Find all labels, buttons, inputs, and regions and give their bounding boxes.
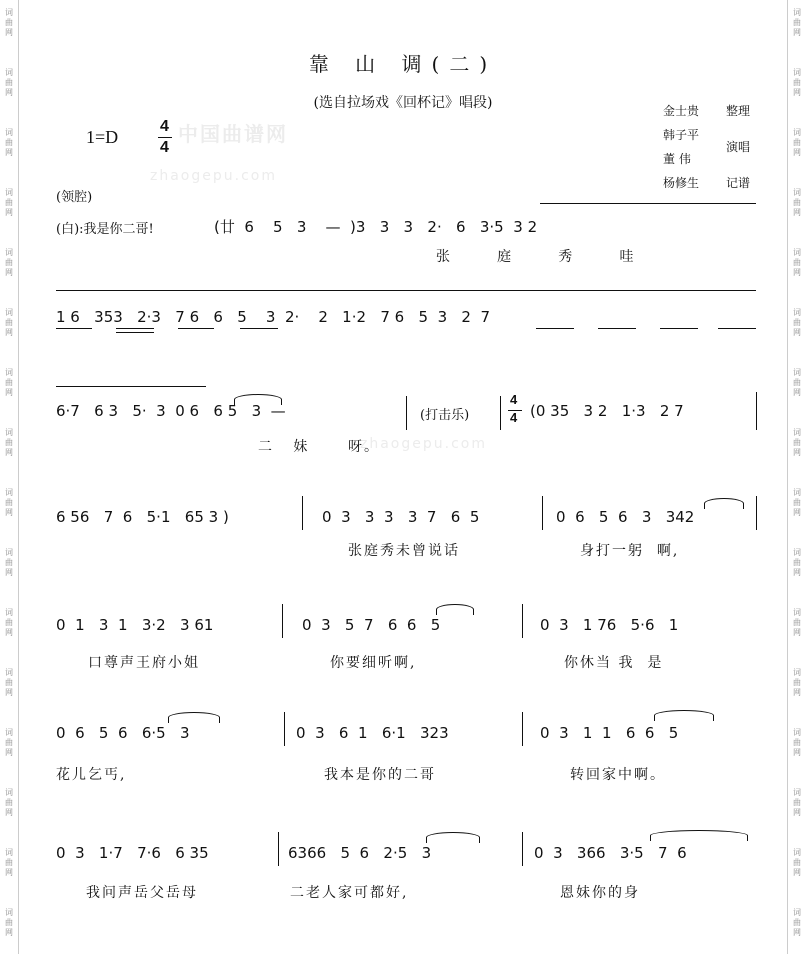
bar-line [302, 496, 303, 530]
side-watermark-glyphs: 词 曲 网 [793, 548, 801, 577]
slur [234, 394, 282, 405]
notation-line-6b: 0 3 6 1 6·1 323 [296, 724, 449, 742]
lyrics-line-6c: 转回家中啊。 [570, 767, 666, 783]
side-watermark-glyphs: 词 曲 网 [793, 128, 801, 157]
side-watermark-glyphs: 词 曲 网 [793, 728, 801, 757]
side-watermark-glyphs: 词 曲 网 [5, 248, 13, 277]
side-watermark-glyphs: 词 曲 网 [793, 608, 801, 637]
side-watermark-glyphs: 词 曲 网 [5, 908, 13, 937]
notation-line-4c: 0 6 5 6 3 342 [556, 508, 695, 526]
lyrics-line-7c: 恩妹你的身 [560, 885, 640, 901]
side-watermark-glyphs: 词 曲 网 [793, 428, 801, 457]
bar-line [542, 496, 543, 530]
side-watermark-glyphs: 词 曲 网 [5, 548, 13, 577]
beam [116, 332, 154, 333]
song-subtitle: (选自拉场戏《回杯记》唱段) [313, 95, 493, 111]
side-watermark-glyphs: 词 曲 网 [793, 68, 801, 97]
time-signature-top: 4 [160, 118, 169, 135]
transcriber-name: 杨修生 [663, 176, 700, 190]
bar-line [756, 392, 757, 430]
phrase-line [56, 386, 206, 387]
brand-watermark: 中国曲谱网 [178, 122, 288, 146]
side-watermark-glyphs: 词 曲 网 [793, 248, 801, 277]
side-watermark-glyphs: 词 曲 网 [793, 908, 801, 937]
beam [116, 328, 154, 329]
bar-line [522, 712, 523, 746]
side-watermark-glyphs: 词 曲 网 [5, 488, 13, 517]
notation-line-5: 0 1 3 1 3·2 3 61 [56, 616, 214, 634]
singers-role: 演唱 [726, 140, 751, 154]
notation-line-7b: 6366 5 6 2·5 3 [288, 844, 432, 862]
spoken-line: (白):我是你二哥! [56, 222, 154, 237]
phrase-line [540, 203, 756, 204]
song-title: 靠 山 调(二) [308, 52, 498, 76]
beam [178, 328, 214, 329]
lyrics-line-3: 二 妹 呀。 [258, 439, 381, 455]
bar-line [522, 832, 523, 866]
intro-marking: (领腔) [56, 190, 93, 205]
side-watermark-glyphs: 词 曲 网 [5, 428, 13, 457]
transcriber-role: 记谱 [726, 176, 751, 190]
side-watermark-glyphs: 词 曲 网 [793, 8, 801, 37]
notation-line-2: 1 6 353 2·3 7 6 6 5 3 2· 2 1·2 7 6 5 3 2 7 [56, 308, 491, 326]
beam [240, 328, 278, 329]
notation-line-7: 0 3 1·7 7·6 6 35 [56, 844, 209, 862]
time-change-bottom: 4 [510, 410, 518, 425]
time-change-top: 4 [510, 392, 518, 407]
bar-line [282, 604, 283, 638]
bar-line [406, 396, 407, 430]
time-signature-bottom: 4 [160, 139, 169, 156]
lyrics-line-5b: 你要细听啊, [330, 655, 417, 671]
slur [654, 710, 714, 721]
lyrics-line-4b: 张庭秀未曾说话 [348, 543, 460, 559]
side-watermark-glyphs: 词 曲 网 [793, 848, 801, 877]
side-watermark-glyphs: 词 曲 网 [5, 68, 13, 97]
notation-line-3: 6·7 6 3 5· 3 0 6 6 5 3 — [56, 402, 286, 420]
lyrics-line-6: 花儿乞丐, [56, 767, 127, 783]
side-watermark-glyphs: 词 曲 网 [5, 848, 13, 877]
slur [436, 604, 474, 615]
brand-watermark-url-2: zhaogepu.com [360, 436, 487, 452]
bar-line [500, 396, 501, 430]
bar-line [278, 832, 279, 866]
singer-2: 董 伟 [663, 152, 691, 166]
slur [168, 712, 220, 723]
notation-line-7c: 0 3 366 3·5 7 6 [534, 844, 687, 862]
side-watermark-glyphs: 词 曲 网 [5, 308, 13, 337]
beam [56, 328, 92, 329]
side-watermark-glyphs: 词 曲 网 [793, 368, 801, 397]
bar-line [284, 712, 285, 746]
beam [660, 328, 698, 329]
slur [426, 832, 480, 843]
bar-line [756, 496, 757, 530]
arranger-name: 金士贵 [663, 104, 700, 118]
notation-line-5c: 0 3 1 76 5·6 1 [540, 616, 679, 634]
notation-line-6c: 0 3 1 1 6 6 5 [540, 724, 679, 742]
side-watermark-glyphs: 词 曲 网 [793, 788, 801, 817]
lyrics-line-7: 我问声岳父岳母 [86, 885, 198, 901]
beam [598, 328, 636, 329]
side-watermark-glyphs: 词 曲 网 [5, 788, 13, 817]
beam [536, 328, 574, 329]
beam [718, 328, 756, 329]
lyrics-line-7b: 二老人家可都好, [290, 885, 409, 901]
notation-line-3b: (0 35 3 2 1·3 2 7 [530, 402, 684, 420]
side-watermark-glyphs: 词 曲 网 [5, 608, 13, 637]
slur [650, 830, 748, 841]
arranger-role: 整理 [726, 104, 751, 118]
lyrics-line-1: 张 庭 秀 哇 [436, 249, 636, 265]
interlude-marking: (打击乐) [420, 408, 470, 423]
notation-line-4: 6 56 7 6 5·1 65 3 ) [56, 508, 229, 526]
key-signature: 1=D [86, 127, 119, 147]
side-watermark-glyphs: 词 曲 网 [5, 188, 13, 217]
lyrics-line-4c: 身打一躬 啊, [580, 543, 680, 559]
lyrics-line-5: 口尊声王府小姐 [88, 655, 200, 671]
notation-line-6: 0 6 5 6 6·5 3 [56, 724, 190, 742]
slur [704, 498, 744, 509]
system-divider [56, 290, 756, 291]
notation-line-1: (廿 6 5 3 — )3 3 3 2· 6 3·5 3 2 [214, 218, 538, 236]
side-watermark-glyphs: 词 曲 网 [5, 368, 13, 397]
singer-1: 韩子平 [663, 128, 700, 142]
side-watermark-glyphs: 词 曲 网 [5, 728, 13, 757]
side-watermark-glyphs: 词 曲 网 [793, 488, 801, 517]
lyrics-line-6b: 我本是你的二哥 [324, 767, 436, 783]
notation-line-4b: 0 3 3 3 3 7 6 5 [322, 508, 480, 526]
side-watermark-glyphs: 词 曲 网 [793, 668, 801, 697]
side-watermark-glyphs: 词 曲 网 [793, 308, 801, 337]
side-watermark-glyphs: 词 曲 网 [5, 128, 13, 157]
lyrics-line-5c: 你休当 我 是 [564, 655, 664, 671]
time-signature-line [158, 137, 172, 138]
bar-line [522, 604, 523, 638]
side-watermark-glyphs: 词 曲 网 [5, 8, 13, 37]
side-watermark-glyphs: 词 曲 网 [5, 668, 13, 697]
brand-watermark-url: zhaogepu.com [150, 168, 277, 184]
side-watermark-glyphs: 词 曲 网 [793, 188, 801, 217]
notation-line-5b: 0 3 5 7 6 6 5 [302, 616, 441, 634]
